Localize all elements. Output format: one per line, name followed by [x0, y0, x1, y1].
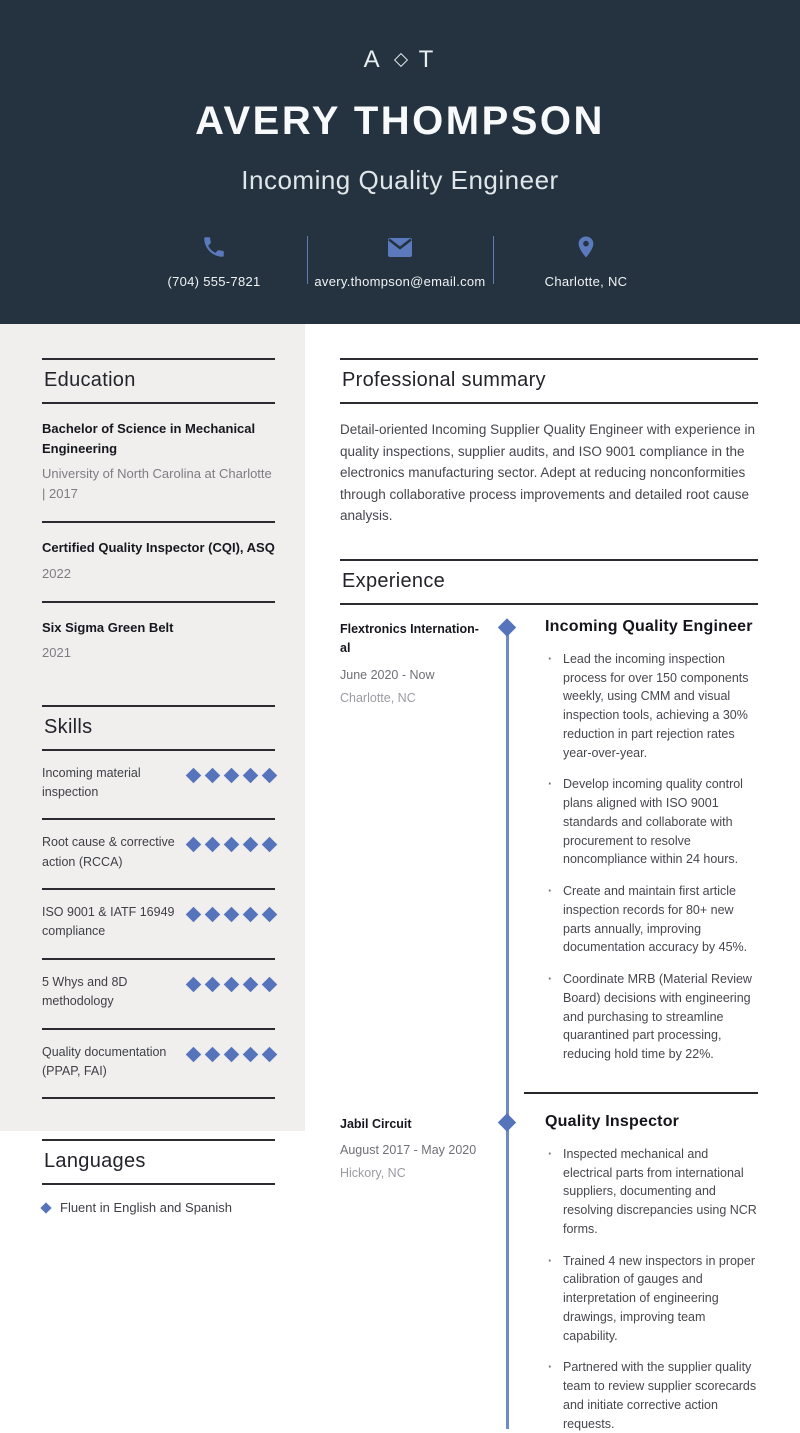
monogram-left-letter: A	[363, 46, 383, 73]
job-meta	[340, 1092, 490, 1433]
envelope-icon	[385, 233, 415, 261]
skill-rating	[188, 833, 275, 850]
education-item	[42, 603, 275, 681]
skill-label: Root cause & corrective action (RCCA)	[42, 835, 175, 869]
diamond-icon	[186, 1046, 202, 1062]
diamond-icon	[205, 1046, 221, 1062]
timeline-diamond-icon	[498, 1113, 516, 1131]
skill-rating	[188, 903, 275, 920]
diamond-icon	[243, 907, 259, 923]
location-pin-icon	[574, 233, 598, 261]
summary-heading: Professional summary	[340, 358, 758, 404]
diamond-bullet-icon	[40, 1202, 51, 1213]
diamond-icon	[262, 977, 278, 993]
job-entry	[340, 616, 758, 1092]
diamond-icon	[262, 1046, 278, 1062]
timeline-diamond-icon	[498, 618, 516, 636]
skill-label: Incoming material inspection	[42, 765, 141, 799]
skill-row	[42, 820, 275, 890]
email-address: avery.thompson@email.com	[314, 274, 486, 289]
diamond-icon	[243, 1046, 259, 1062]
diamond-icon	[243, 837, 259, 853]
location-text: Charlotte, NC	[544, 274, 628, 289]
timeline	[490, 1092, 524, 1433]
job-dates: June 2020 - Now	[340, 667, 435, 682]
job-bullet: · Coordinate MRB (Material Review Board) decisions with engineering and purchasing to streamline quarantined part processing, reducing hold time by 22%.	[545, 970, 758, 1064]
phone-number: (704) 555-7821	[167, 274, 261, 289]
education-item	[42, 523, 275, 603]
skill-rating	[188, 973, 275, 990]
skill-label: Quality documentation (PPAP, FAI)	[42, 1044, 167, 1078]
person-name: AVERY THOMPSON	[195, 99, 605, 143]
job-content	[524, 1092, 758, 1433]
summary-text: Detail-oriented Incoming Supplier Quality Engineer with experience in quality inspections, supplier audits, and ISO 9001 compliance in the electronics manufacturing sector. Adept at reducing nonconformities through collaborative process improvements and detailed root cause analysis.	[340, 422, 755, 524]
job-entry	[340, 1092, 758, 1433]
diamond-icon	[262, 767, 278, 783]
skills-section	[42, 705, 275, 1100]
contact-email	[308, 233, 493, 289]
diamond-icon	[205, 977, 221, 993]
job-dates: August 2017 - May 2020	[340, 1143, 477, 1158]
diamond-icon	[186, 767, 202, 783]
job-bullet: · Inspected mechanical and electrical parts from international suppliers, documenting and resolving discrepancies using NCR forms.	[545, 1145, 758, 1239]
contact-bar	[0, 233, 800, 289]
diamond-icon	[186, 907, 202, 923]
experience-jobs	[340, 616, 758, 1433]
education-degree: Bachelor of Science in Mechanical Engineering	[42, 421, 256, 456]
education-heading: Education	[42, 358, 275, 404]
diamond-icon	[205, 907, 221, 923]
timeline	[490, 616, 524, 1092]
diamond-icon	[224, 767, 240, 783]
diamond-icon	[243, 977, 259, 993]
skill-row	[42, 1030, 275, 1100]
education-section	[42, 358, 275, 681]
education-degree: Six Sigma Green Belt	[42, 619, 174, 635]
diamond-icon	[186, 837, 202, 853]
education-school-year: 2022	[42, 565, 71, 581]
diamond-icon	[262, 907, 278, 923]
skill-rating	[188, 1043, 275, 1060]
language-item	[42, 1185, 275, 1230]
language-label: Fluent in English and Spanish	[60, 1200, 233, 1216]
diamond-icon	[224, 837, 240, 853]
diamond-icon	[262, 837, 278, 853]
job-bullet: · Partnered with the supplier quality team to review supplier scorecards and initiate corrective action requests.	[545, 1358, 758, 1433]
diamond-icon	[205, 767, 221, 783]
diamond-icon	[205, 837, 221, 853]
person-job-title: Incoming Quality Engineer	[241, 165, 559, 195]
job-bullet: · Create and maintain first article inspection records for 80+ new parts annually, improving documentation accuracy by 45%.	[545, 882, 758, 957]
job-content	[524, 616, 758, 1092]
job-bullet: · Lead the incoming inspection process for over 150 components weekly, using CMM and visual inspection tools, achieving a 30% reduction in part rejection rates year-over-year.	[545, 650, 758, 763]
monogram	[0, 46, 800, 74]
contact-location	[494, 233, 679, 289]
header	[0, 0, 800, 324]
job-title: Incoming Quality Engineer	[545, 617, 753, 635]
education-school-year: 2021	[42, 645, 71, 661]
experience-heading: Experience	[340, 559, 758, 605]
contact-phone	[122, 233, 307, 289]
skill-label: ISO 9001 & IATF 16949 compliance	[42, 905, 175, 939]
job-meta	[340, 616, 490, 1092]
job-location: Charlotte, NC	[340, 690, 416, 705]
diamond-icon	[224, 1046, 240, 1062]
main-column	[305, 324, 800, 1431]
summary-section	[340, 358, 758, 527]
skill-label: 5 Whys and 8D methodology	[42, 974, 128, 1009]
job-bullets	[545, 650, 758, 1064]
job-bullet: · Develop incoming quality control plans aligned with ISO 9001 standards and collaborate with procurement to resolve noncompliance within 24 hours.	[545, 775, 758, 869]
education-item	[42, 404, 275, 523]
body-columns	[0, 324, 800, 1431]
company-name: Jabil Circuit	[340, 1116, 412, 1131]
skills-heading: Skills	[42, 705, 275, 751]
company-name: Flextronics Internation- al	[340, 621, 479, 656]
monogram-right-letter: T	[418, 46, 437, 73]
diamond-icon	[186, 977, 202, 993]
diamond-icon	[224, 907, 240, 923]
experience-section	[340, 559, 758, 1433]
job-bullet: · Trained 4 new inspectors in proper calibration of gauges and interpretation of engineering drawings, improving team capability.	[545, 1252, 758, 1346]
job-bullets	[545, 1145, 758, 1433]
skill-row	[42, 751, 275, 821]
languages-heading: Languages	[42, 1139, 275, 1185]
phone-icon	[201, 233, 227, 261]
diamond-icon	[224, 977, 240, 993]
skill-rating	[188, 764, 275, 781]
education-degree: Certified Quality Inspector (CQI), ASQ	[42, 540, 275, 556]
skill-row	[42, 890, 275, 960]
languages-section	[42, 1139, 275, 1230]
job-title: Quality Inspector	[545, 1112, 680, 1130]
job-location: Hickory, NC	[340, 1166, 406, 1181]
sidebar	[0, 324, 305, 1216]
skill-row	[42, 960, 275, 1030]
diamond-icon	[243, 767, 259, 783]
education-school-year: University of North Carolina at Charlotte | 2017	[42, 466, 272, 502]
diamond-outline-icon	[394, 53, 408, 67]
